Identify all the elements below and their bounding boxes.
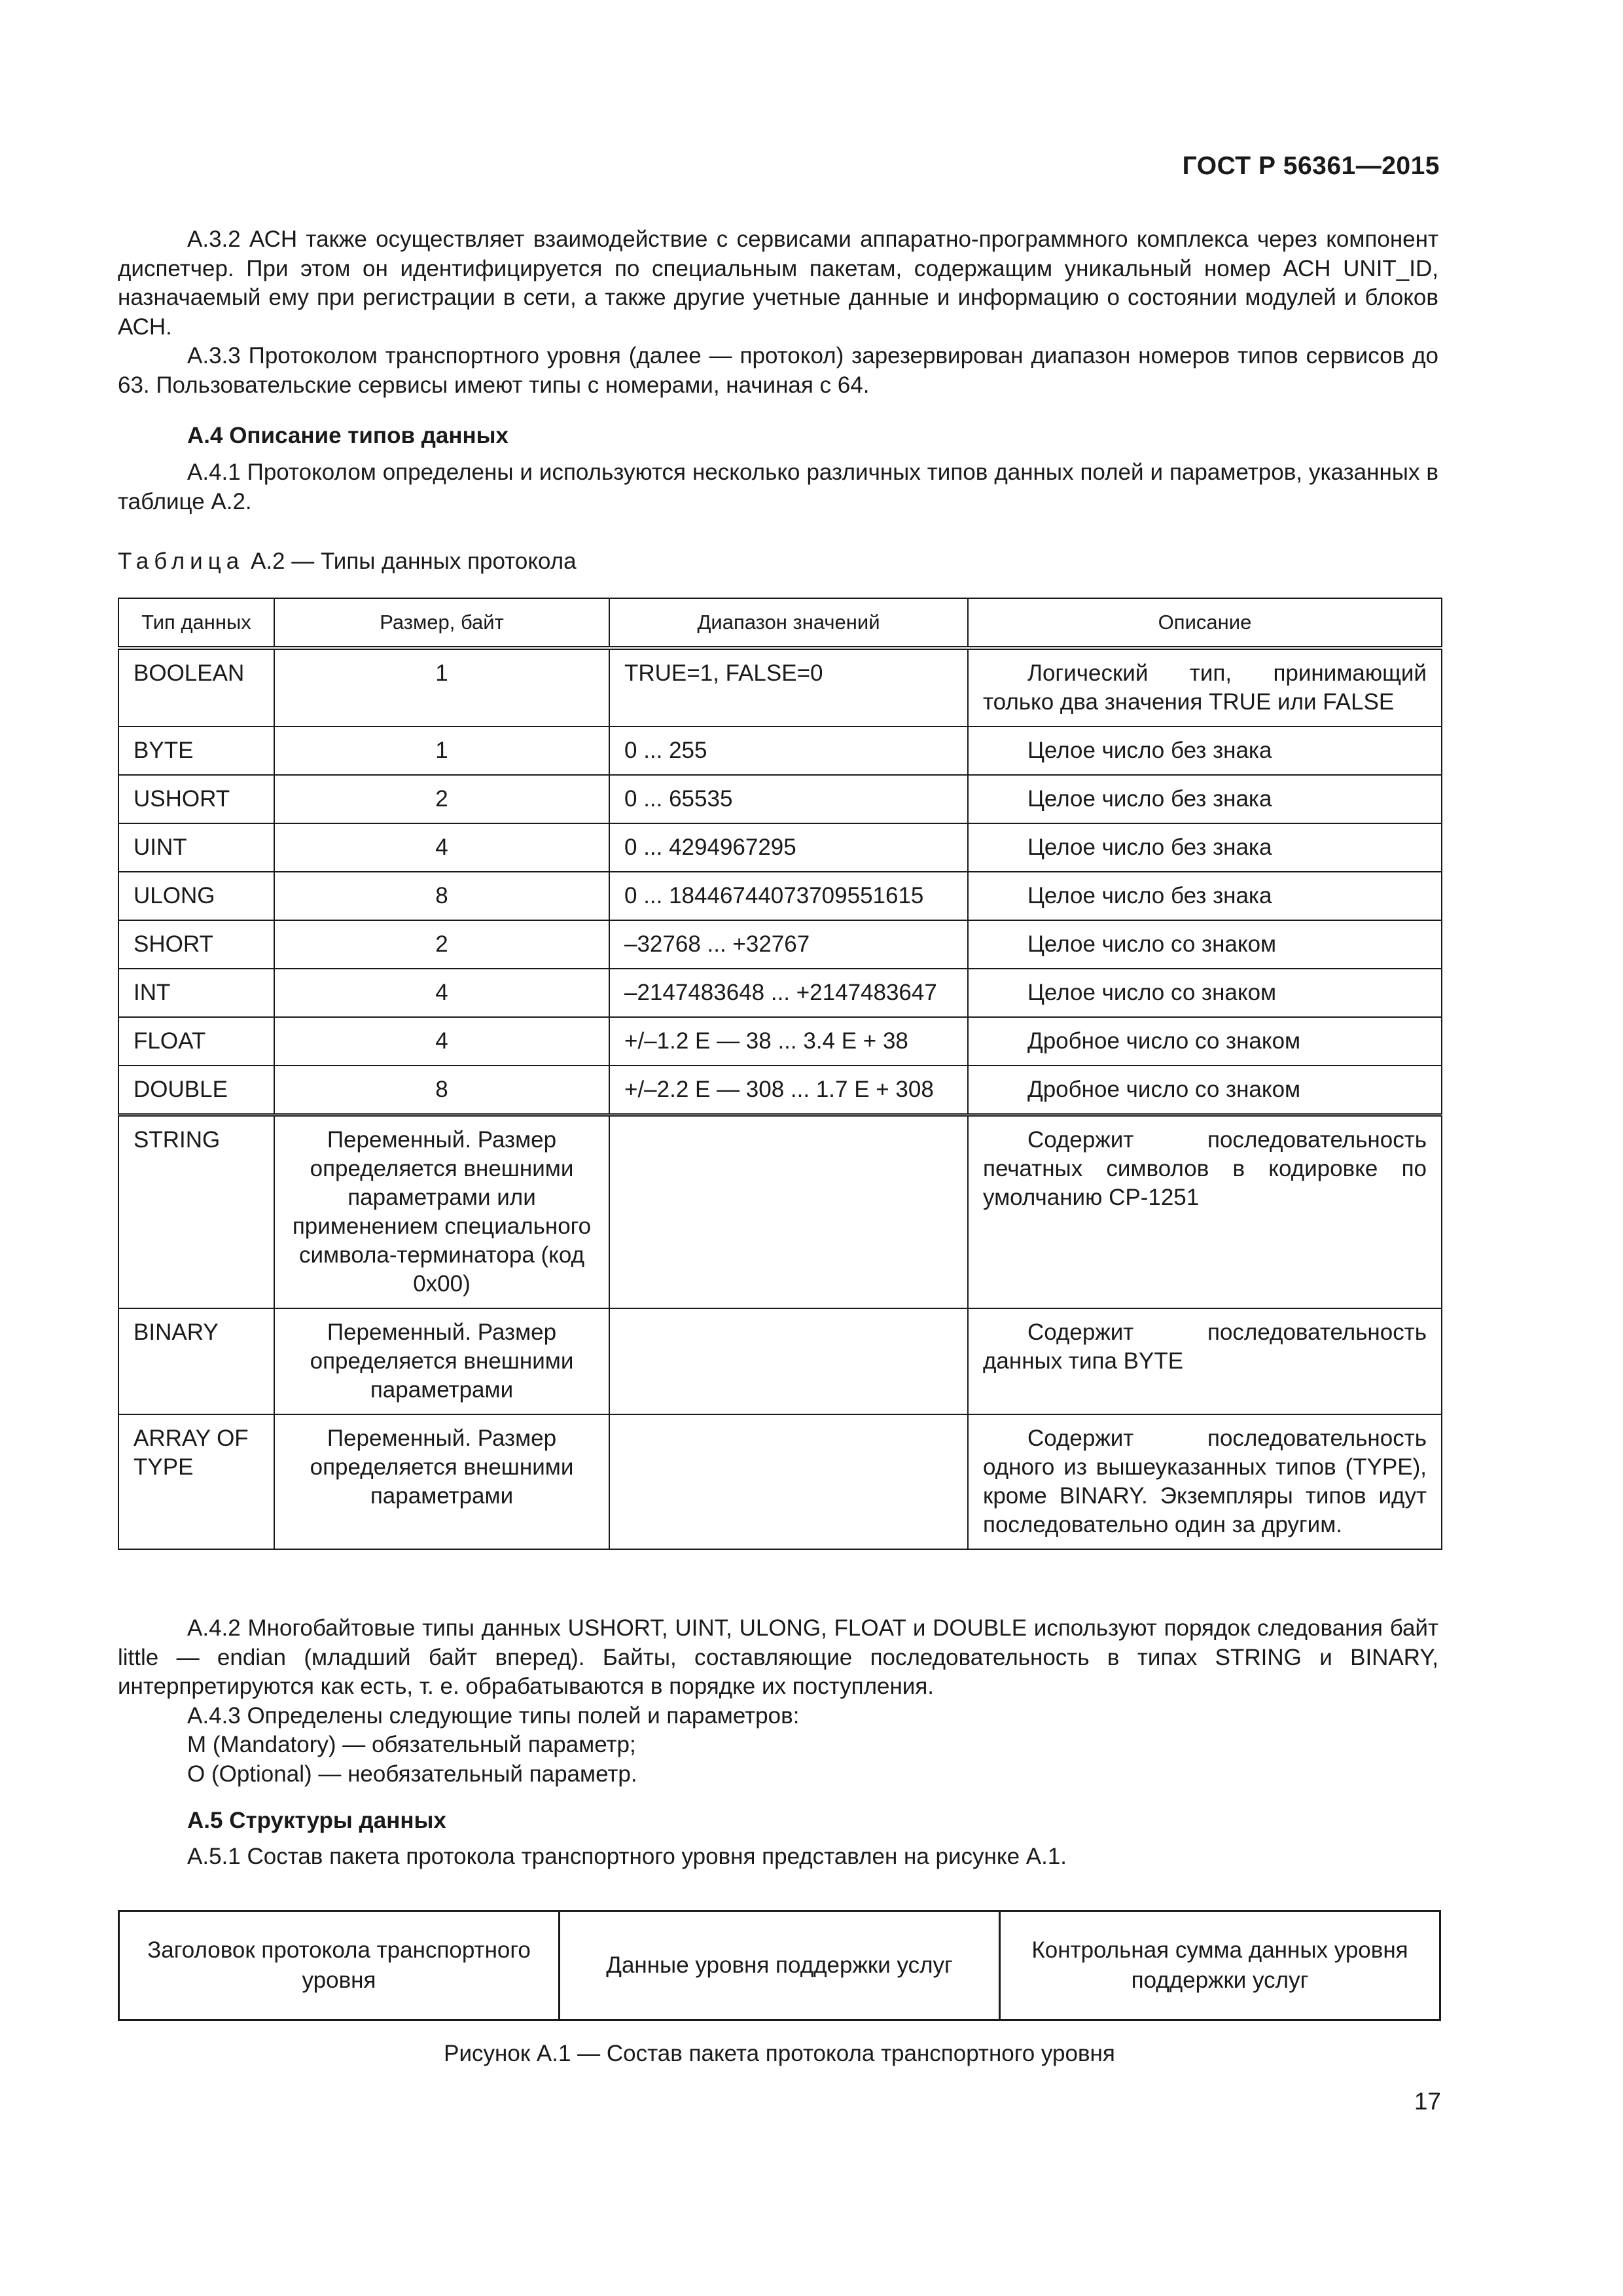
type-cell: DOUBLE	[118, 1066, 274, 1115]
range-cell: +/–1.2 E — 38 ... 3.4 E + 38	[609, 1017, 968, 1066]
figure-cell-header: Заголовок протокола транспортного уровня	[120, 1912, 560, 2019]
type-cell: FLOAT	[118, 1017, 274, 1066]
table-row	[118, 1115, 1442, 1309]
range-cell	[609, 1414, 968, 1549]
type-cell: ULONG	[118, 872, 274, 920]
type-cell: INT	[118, 969, 274, 1017]
size-cell: 4	[274, 969, 609, 1017]
packet-structure-figure	[118, 1910, 1441, 2021]
table-row	[118, 969, 1442, 1017]
description-cell: Логический тип, принимающий только два значения TRUE или FALSE	[968, 648, 1442, 726]
paragraph-a32: А.3.2 АСН также осуществляет взаимодействие с сервисами аппаратно-программного комплекса через компонент диспетчер. При этом он идентифицируется по специальным пакетам, содержащим уникальный номер АСН UNIT_ID, назначаемый ему при регистрации в сети, а также другие учетные данные и информацию о состоянии модулей и блоков АСН.	[118, 226, 1438, 340]
size-cell: 8	[274, 1066, 609, 1115]
figure-cell-data: Данные уровня поддержки услуг	[560, 1912, 1001, 2019]
table-row	[118, 1066, 1442, 1115]
figure-caption: Рисунок А.1 — Состав пакета протокола транспортного уровня	[444, 2041, 1115, 2066]
page-number: 17	[1414, 2088, 1441, 2115]
table-header-row	[118, 598, 1442, 648]
description-cell: Целое число без знака	[968, 872, 1442, 920]
description-cell: Целое число со знаком	[968, 920, 1442, 969]
type-cell: USHORT	[118, 775, 274, 823]
paragraph-a41: А.4.1 Протоколом определены и используются несколько различных типов данных полей и параметров, указанных в таблице А.2.	[118, 459, 1438, 514]
size-cell: 4	[274, 1017, 609, 1066]
a51-block	[118, 1842, 1438, 1872]
column-header: Диапазон значений	[609, 598, 968, 648]
paragraph-optional: О (Optional) — необязательный параметр.	[187, 1761, 637, 1787]
size-cell: Переменный. Размер определяется внешними параметрами или применением специального символа-терминатора (код 0x00)	[274, 1115, 609, 1309]
description-cell: Целое число без знака	[968, 775, 1442, 823]
size-cell: Переменный. Размер определяется внешними параметрами	[274, 1414, 609, 1549]
table-row	[118, 920, 1442, 969]
description-cell: Целое число без знака	[968, 823, 1442, 872]
intro-paragraphs	[118, 225, 1438, 400]
type-cell: BINARY	[118, 1308, 274, 1414]
size-cell: 1	[274, 648, 609, 726]
table-row	[118, 1017, 1442, 1066]
paragraph-a42: А.4.2 Многобайтовые типы данных USHORT, UINT, ULONG, FLOAT и DOUBLE используют порядок следования байт little — endian (младший байт вперед). Байты, составляющие последовательность в типах STRING и BINARY, интерпретируются как есть, т. е. обрабатываются в порядке их поступления.	[118, 1615, 1438, 1699]
range-cell: 0 ... 18446744073709551615	[609, 872, 968, 920]
size-cell: 2	[274, 920, 609, 969]
range-cell: TRUE=1, FALSE=0	[609, 648, 968, 726]
paragraph-mandatory: М (Mandatory) — обязательный параметр;	[187, 1732, 636, 1757]
description-cell: Содержит последовательность данных типа BYTE	[968, 1308, 1442, 1414]
section-a4-heading: А.4 Описание типов данных	[187, 423, 509, 448]
table-row	[118, 823, 1442, 872]
table-row	[118, 1308, 1442, 1414]
description-cell: Дробное число со знаком	[968, 1066, 1442, 1115]
column-header: Тип данных	[118, 598, 274, 648]
table-row	[118, 726, 1442, 775]
size-cell: 2	[274, 775, 609, 823]
table-row	[118, 648, 1442, 726]
paragraph-a43: А.4.3 Определены следующие типы полей и параметров:	[187, 1702, 800, 1729]
description-cell: Содержит последовательность печатных символов в кодировке по умолчанию CP-1251	[968, 1115, 1442, 1309]
a41-block	[118, 458, 1438, 516]
type-cell: STRING	[118, 1115, 274, 1309]
type-cell: ARRAY OF TYPE	[118, 1414, 274, 1549]
type-cell: SHORT	[118, 920, 274, 969]
range-cell: –32768 ... +32767	[609, 920, 968, 969]
range-cell: 0 ... 65535	[609, 775, 968, 823]
data-types-table	[118, 598, 1442, 1550]
standard-header: ГОСТ Р 56361—2015	[1182, 152, 1440, 180]
range-cell: 0 ... 255	[609, 726, 968, 775]
table-caption-text: А.2 — Типы данных протокола	[250, 548, 577, 574]
column-header: Описание	[968, 598, 1442, 648]
paragraph-a33: А.3.3 Протоколом транспортного уровня (далее — протокол) зарезервирован диапазон номеров типов сервисов до 63. Пользовательские сервисы имеют типы с номерами, начиная с 64.	[118, 343, 1438, 398]
range-cell: –2147483648 ... +2147483647	[609, 969, 968, 1017]
size-cell: Переменный. Размер определяется внешними параметрами	[274, 1308, 609, 1414]
table-row	[118, 872, 1442, 920]
type-cell: UINT	[118, 823, 274, 872]
size-cell: 8	[274, 872, 609, 920]
range-cell: 0 ... 4294967295	[609, 823, 968, 872]
section-a5-heading: А.5 Структуры данных	[187, 1808, 446, 1833]
table-caption	[118, 548, 577, 575]
table-row	[118, 1414, 1442, 1549]
description-cell: Дробное число со знаком	[968, 1017, 1442, 1066]
after-table-paragraphs	[118, 1614, 1438, 1789]
size-cell: 4	[274, 823, 609, 872]
description-cell: Целое число без знака	[968, 726, 1442, 775]
type-cell: BOOLEAN	[118, 648, 274, 726]
figure-cell-checksum: Контрольная сумма данных уровня поддержки услуг	[1031, 1937, 1408, 1993]
range-cell: +/–2.2 E — 308 ... 1.7 E + 308	[609, 1066, 968, 1115]
table-row	[118, 775, 1442, 823]
paragraph-a51: А.5.1 Состав пакета протокола транспортного уровня представлен на рисунке А.1.	[187, 1844, 1067, 1869]
range-cell	[609, 1115, 968, 1309]
description-cell: Содержит последовательность одного из вышеуказанных типов (TYPE), кроме BINARY. Экземпляры типов идут последовательно один за другим.	[968, 1414, 1442, 1549]
type-cell: BYTE	[118, 726, 274, 775]
size-cell: 1	[274, 726, 609, 775]
description-cell: Целое число со знаком	[968, 969, 1442, 1017]
table-caption-label: Таблица	[118, 548, 245, 574]
range-cell	[609, 1308, 968, 1414]
column-header: Размер, байт	[274, 598, 609, 648]
